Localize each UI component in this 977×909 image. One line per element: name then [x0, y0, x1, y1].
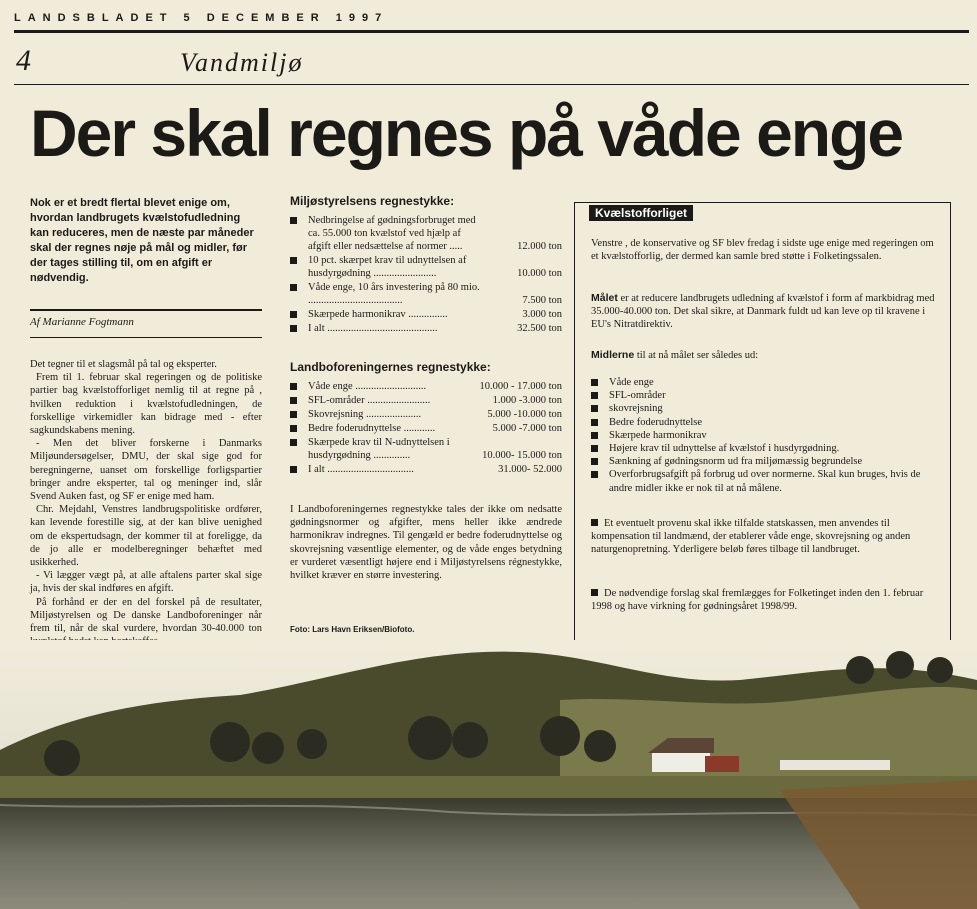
byline-rule-bottom [30, 337, 262, 338]
byline: Af Marianne Fogtmann [30, 316, 134, 328]
calc-item-label: I alt ................................. [308, 464, 414, 475]
calc-item-label: 10 pct. skærpet krav til udnyttelsen af husdyrgødning ........................ [308, 255, 467, 279]
calc-item-label: I alt .......................................... [308, 323, 438, 334]
bullet-icon [591, 379, 598, 386]
bullet-icon [591, 458, 598, 465]
calc-item-amount: 10.000- 15.000 ton [482, 450, 562, 461]
body-paragraph: Det tegner til et slagsmål på tal og eksperter. [30, 359, 217, 370]
bullet-icon [591, 471, 598, 478]
miljostyrelsen-list [290, 214, 562, 335]
bullet-icon [290, 383, 297, 390]
box-provenu [591, 517, 936, 557]
calc-item [290, 214, 562, 253]
calc-item-amount: 5.000 -10.000 ton [487, 409, 562, 420]
calc-item [290, 380, 562, 393]
means-item [591, 442, 936, 455]
calc-item-label: Skærpede harmonikrav ............... [308, 309, 448, 320]
box-goal-label: Målet [591, 292, 618, 304]
calc-item [290, 308, 562, 321]
body-paragraph: På forhånd er der en del forskel på de resultater, Miljøstyrelsen og De danske Landboforeninger når frem til, når de skal vurdere, hvordan 30-40.000 ton [30, 596, 262, 635]
box-deadline [591, 587, 936, 613]
means-item [591, 455, 936, 468]
body-paragraph: - Men det bliver forskerne i Danmarks Miljøundersøgelser, DMU, der skal sige god for beregningerne, uanset om forskellige forligspartier bringer andre eksperter, tal og meninger ind, slår Svend Auken fast, og SF er enige med ham. [30, 438, 262, 503]
calc-item [290, 254, 562, 280]
means-item-text: Overforbrugsafgift på forbrug ud over normerne. Skal kun bruges, hvis de andre midler ikke er nok til at nå målene. [609, 469, 921, 494]
landscape-photo [0, 640, 977, 909]
box-means [591, 349, 936, 362]
article-body [30, 358, 262, 648]
calc-item [290, 281, 562, 307]
calc-item [290, 422, 562, 435]
bullet-icon [290, 284, 297, 291]
calc-item-amount: 10.000 ton [517, 268, 562, 279]
means-item [591, 376, 936, 389]
bullet-icon [591, 392, 598, 399]
means-item-text: Bedre foderudnyttelse [609, 416, 703, 428]
box-provenu-text: Et eventuelt provenu skal ikke tilfalde statskassen, men anvendes til kompensation til landmænd, der etablerer våde enge, skovrejsning og anden naturgenopretning. Yderligere beløb føres tilbage til landbruget. [591, 518, 911, 556]
bullet-icon [290, 257, 297, 264]
means-item-text: skovrejsning [609, 403, 663, 415]
byline-rule-top [30, 309, 262, 311]
page-number: 4 [16, 44, 31, 77]
lead-paragraph: Nok er et bredt flertal blevet enige om, hvordan landbrugets kvælstofudledning kan reduceres, men de næste par måneder skal der regnes nøje på mål og midler, før der tages stilling til, om en afgift er nødvendig. [30, 197, 254, 284]
section-rule [14, 84, 969, 85]
body-paragraph: Frem til 1. februar skal regeringen og de politiske partier bag kvælstofforliget nemlig til at regne på , hvilken reduktion i kvælstofudledningen, de forskellige virkemidler kan bidrage med - efter sagkundskabens mening. [30, 372, 262, 437]
means-item-text: Højere krav til udnyttelse af kvælstof i husdyrgødning. [609, 443, 840, 455]
calc-item [290, 322, 562, 335]
landbo-commentary: I Landboforeningernes regnestykke tales der ikke om nedsatte gødningsnormer og afgifter, mens heller ikke ændrede harmonikrav indregnes. Til gengæld er bedre foderudnyttelse og skovrejsning væsentlige elementer, og de våde enges betydning er vurderet væsentligt højere end i Miljøstyrelsens régnestykke, hvilket kræver en større investering. [290, 504, 562, 582]
landbo-title: Landboforeningernes regnestykke: [290, 360, 491, 374]
calc-item-amount: 12.000 ton [517, 241, 562, 252]
calc-item-label: Våde enge, 10 års investering på 80 mio. .................................... [308, 282, 480, 306]
body-paragraph: Chr. Mejdahl, Venstres landbrugspolitiske ordfører, kan levende forestille sig, at der kan blive uenighed om de ekspertudsagn, der kommer til at foreligge, da de jo alle er modelberegninger behæftet med usikkerhed. [30, 504, 262, 569]
means-item-text: SFL-områder [609, 390, 666, 402]
calc-item-amount: 1.000 -3.000 ton [492, 395, 562, 406]
box-intro: Venstre , de konservative og SF blev fredag i sidste uge enige med regeringen om et kvælstofforlig, der dermed kan samle bred støtte i Folketingssalen. [591, 238, 934, 263]
miljostyrelsen-calculation [290, 194, 562, 336]
bullet-icon [591, 589, 598, 596]
bullet-icon [290, 325, 297, 332]
section-title: Vandmiljø [180, 48, 304, 77]
means-item [591, 389, 936, 402]
box-title: Kvælstofforliget [589, 205, 693, 221]
bullet-icon [290, 311, 297, 318]
bullet-icon [591, 432, 598, 439]
means-item [591, 402, 936, 415]
masthead-text: LANDSBLADET 5 DECEMBER 1997 [14, 12, 389, 24]
calc-item-amount: 7.500 ton [522, 295, 562, 306]
bullet-icon [591, 405, 598, 412]
bullet-icon [290, 217, 297, 224]
bullet-icon [591, 519, 598, 526]
box-means-label: Midlerne [591, 349, 635, 361]
calc-item-label: Skærpede krav til N-udnyttelsen i husdyrgødning .............. [308, 437, 450, 461]
means-item [591, 468, 936, 494]
body-paragraph: - Vi lægger vægt på, at alle aftalens parter skal sige ja, hvis der skal indføres en afgift. [30, 570, 262, 595]
box-goal [591, 292, 936, 332]
bullet-icon [591, 419, 598, 426]
miljostyrelsen-title: Miljøstyrelsens regnestykke: [290, 194, 455, 208]
calc-item [290, 463, 562, 476]
bullet-icon [591, 445, 598, 452]
bullet-icon [290, 425, 297, 432]
calc-item-amount: 31.000- 52.000 [498, 464, 562, 475]
means-item [591, 416, 936, 429]
calc-item-amount: 10.000 - 17.000 ton [479, 381, 562, 392]
bullet-icon [290, 397, 297, 404]
means-item-text: Sænkning af gødningsnorm ud fra miljømæssig begrundelse [609, 456, 863, 468]
calc-item-label: SFL-områder ........................ [308, 395, 431, 406]
bullet-icon [290, 439, 297, 446]
photo-credit: Foto: Lars Havn Eriksen/Biofoto. [290, 625, 415, 634]
means-item [591, 429, 936, 442]
means-item-text: Våde enge [609, 377, 654, 388]
calc-item-amount: 3.000 ton [522, 309, 562, 320]
calc-item [290, 436, 562, 462]
box-means-list [591, 376, 936, 495]
bullet-icon [290, 466, 297, 473]
box-deadline-text: De nødvendige forslag skal fremlægges for Folketinget inden den 1. februar 1998 og have virkning for gødningsåret 1998/99. [591, 588, 924, 613]
masthead [14, 10, 969, 33]
calc-item-amount: 32.500 ton [517, 323, 562, 334]
bullet-icon [290, 411, 297, 418]
calc-item-label: Bedre foderudnyttelse ............ [308, 423, 436, 434]
landbo-list [290, 380, 562, 476]
means-item-text: Skærpede harmonikrav [609, 429, 707, 441]
calc-item [290, 394, 562, 407]
calc-item-label: Skovrejsning ..................... [308, 409, 422, 420]
calc-item-amount: 5.000 -7.000 ton [492, 423, 562, 434]
calc-item-label: Nedbringelse af gødningsforbruget med ca. 55.000 ton kvælstof ved hjælp af afgift eller nedsættelse af normer ..... [308, 215, 476, 252]
kvaelstofforliget-box [574, 202, 951, 656]
calc-item [290, 408, 562, 421]
landbo-calculation [290, 360, 562, 477]
box-means-text: til at nå målet ser således ud: [634, 350, 759, 361]
headline: Der skal regnes på våde enge [30, 96, 903, 170]
box-goal-text: er at reducere landbrugets udledning af kvælstof i form af markbidrag med 35.000-40.000 ton. Det skal sikre, at Danmark fuldt ud kan leve op til kravene i EU's Nitratdirektiv. [591, 293, 935, 331]
calc-item-label: Våde enge ........................... [308, 381, 427, 392]
